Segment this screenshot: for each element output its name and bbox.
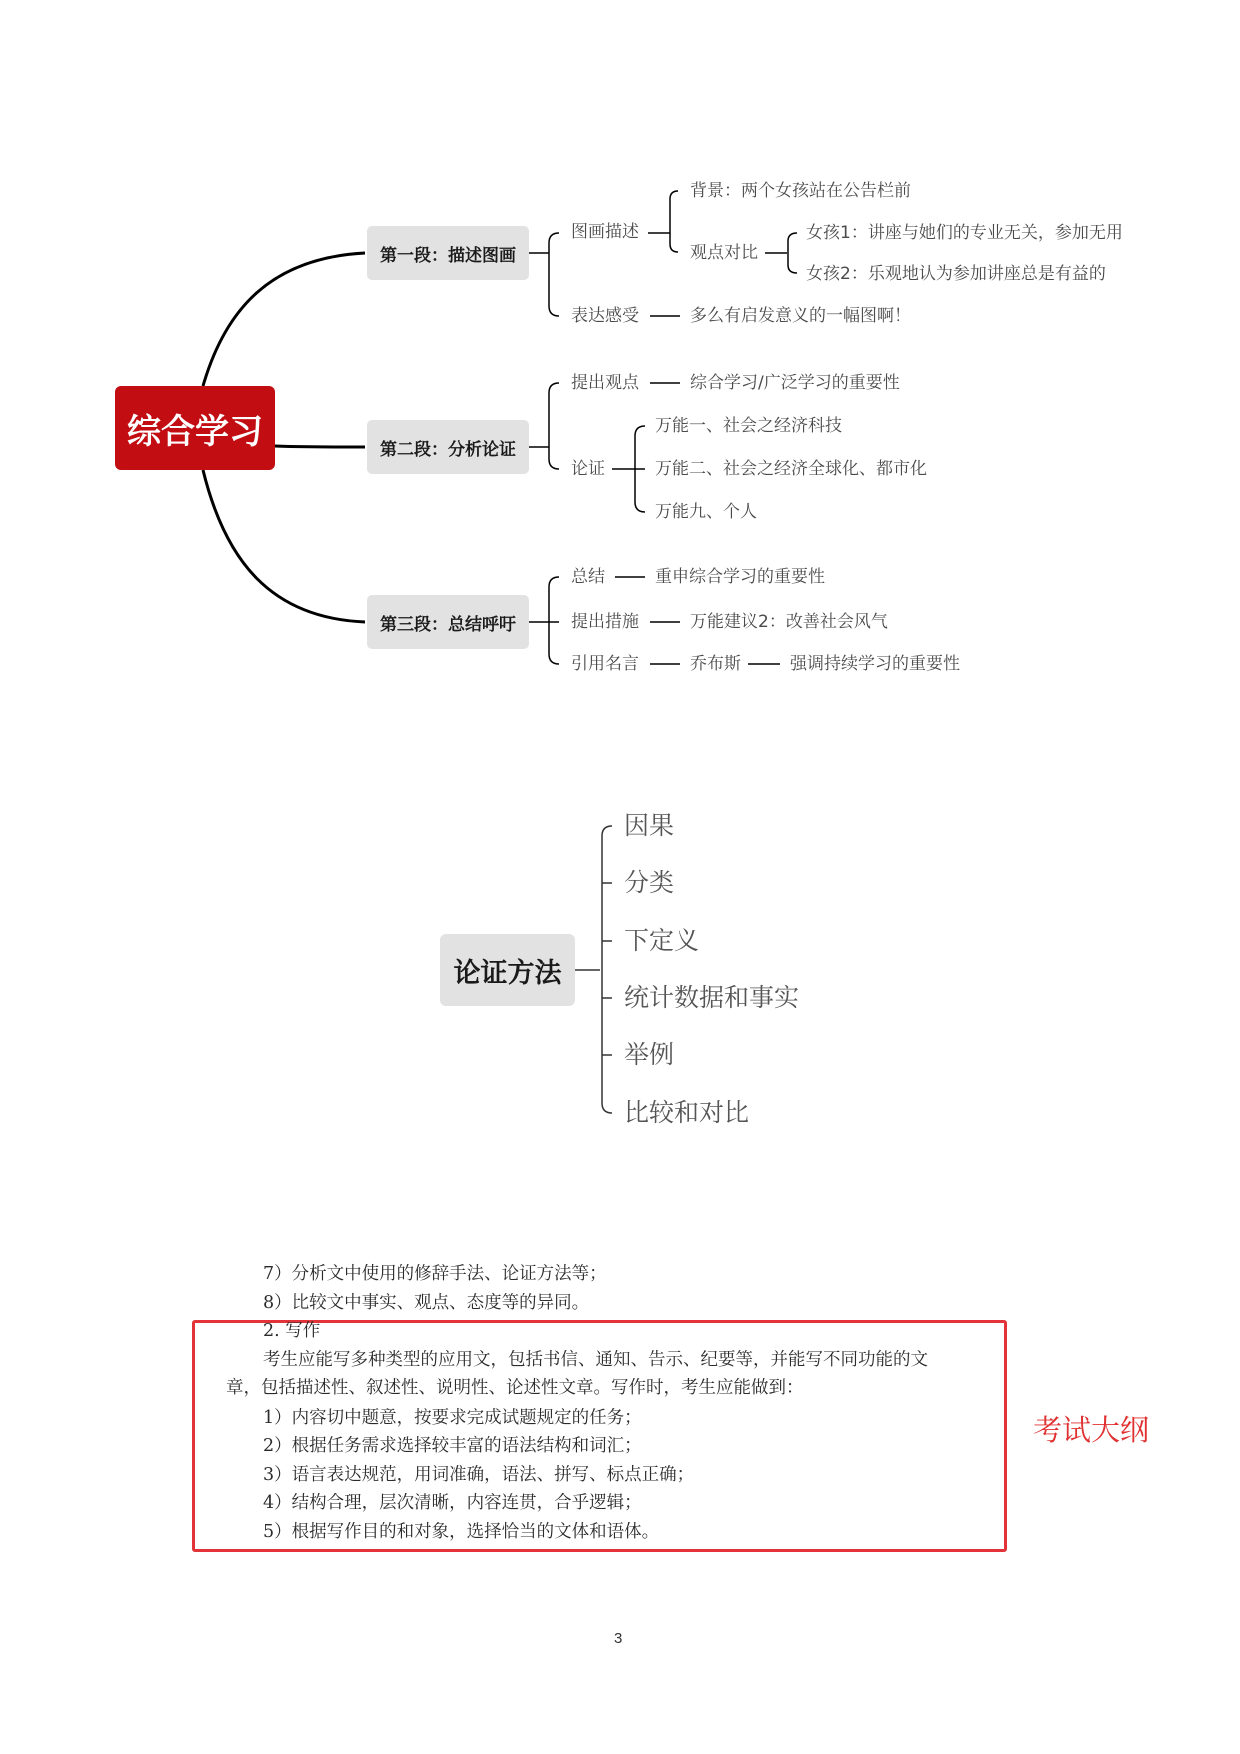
method-item: 举例 bbox=[624, 1040, 675, 1069]
node-background: 背景：两个女孩站在公告栏前 bbox=[690, 181, 911, 201]
method-item: 统计数据和事实 bbox=[624, 983, 800, 1012]
mindmap-root-argument-methods: 论证方法 bbox=[440, 934, 575, 1006]
section-2-node: 第二段：分析论证 bbox=[367, 420, 529, 474]
node-quote-author: 乔布斯 bbox=[690, 654, 741, 674]
method-item: 比较和对比 bbox=[624, 1098, 750, 1127]
syllabus-paragraph-line: 考生应能写多种类型的应用文，包括书信、通知、告示、纪要等，并能写不同功能的文 bbox=[263, 1350, 928, 1370]
syllabus-line: 8）比较文中事实、观点、态度等的异同。 bbox=[263, 1293, 590, 1313]
mindmap-root-comprehensive-learning: 综合学习 bbox=[115, 386, 275, 470]
node-measures: 提出措施 bbox=[571, 612, 639, 632]
syllabus-paragraph-line: 章，包括描述性、叙述性、说明性、论述性文章。写作时，考生应能做到： bbox=[226, 1378, 804, 1398]
syllabus-item: 2）根据任务需求选择较丰富的语法结构和词汇； bbox=[263, 1436, 642, 1456]
node-view-text: 综合学习/广泛学习的重要性 bbox=[690, 373, 900, 393]
syllabus-item: 1）内容切中题意，按要求完成试题规定的任务； bbox=[263, 1408, 642, 1428]
syllabus-line: 7）分析文中使用的修辞手法、论证方法等； bbox=[263, 1264, 607, 1284]
node-argument-item: 万能一、社会之经济科技 bbox=[655, 416, 842, 436]
node-girl-1: 女孩1：讲座与她们的专业无关，参加无用 bbox=[806, 223, 1123, 243]
exam-syllabus-annotation: 考试大纲 bbox=[1033, 1413, 1150, 1447]
syllabus-item: 5）根据写作目的和对象，选择恰当的文体和语体。 bbox=[263, 1522, 660, 1542]
node-viewpoint-contrast: 观点对比 bbox=[690, 243, 758, 263]
node-quote-text: 强调持续学习的重要性 bbox=[790, 654, 960, 674]
node-summary-text: 重申综合学习的重要性 bbox=[655, 567, 825, 587]
node-propose-view: 提出观点 bbox=[571, 373, 639, 393]
node-girl-2: 女孩2：乐观地认为参加讲座总是有益的 bbox=[806, 264, 1106, 284]
syllabus-item: 4）结构合理，层次清晰，内容连贯，合乎逻辑； bbox=[263, 1493, 642, 1513]
method-item: 下定义 bbox=[624, 926, 700, 955]
syllabus-item: 3）语言表达规范，用词准确，语法、拼写、标点正确； bbox=[263, 1465, 695, 1485]
node-argument-item: 万能二、社会之经济全球化、都市化 bbox=[655, 459, 927, 479]
node-argument-item: 万能九、个人 bbox=[655, 502, 757, 522]
method-item: 分类 bbox=[624, 868, 675, 897]
page-number: 3 bbox=[614, 1630, 623, 1647]
node-quote: 引用名言 bbox=[571, 654, 639, 674]
node-feeling-text: 多么有启发意义的一幅图啊！ bbox=[690, 306, 911, 326]
node-argument: 论证 bbox=[571, 459, 605, 479]
node-picture-description: 图画描述 bbox=[571, 222, 639, 242]
section-3-node: 第三段：总结呼吁 bbox=[367, 595, 529, 649]
syllabus-writing-heading: 2. 写作 bbox=[263, 1321, 321, 1341]
node-summary: 总结 bbox=[571, 567, 605, 587]
node-express-feeling: 表达感受 bbox=[571, 306, 639, 326]
section-1-node: 第一段：描述图画 bbox=[367, 226, 529, 280]
method-item: 因果 bbox=[624, 811, 675, 840]
node-measures-text: 万能建议2：改善社会风气 bbox=[690, 612, 888, 632]
